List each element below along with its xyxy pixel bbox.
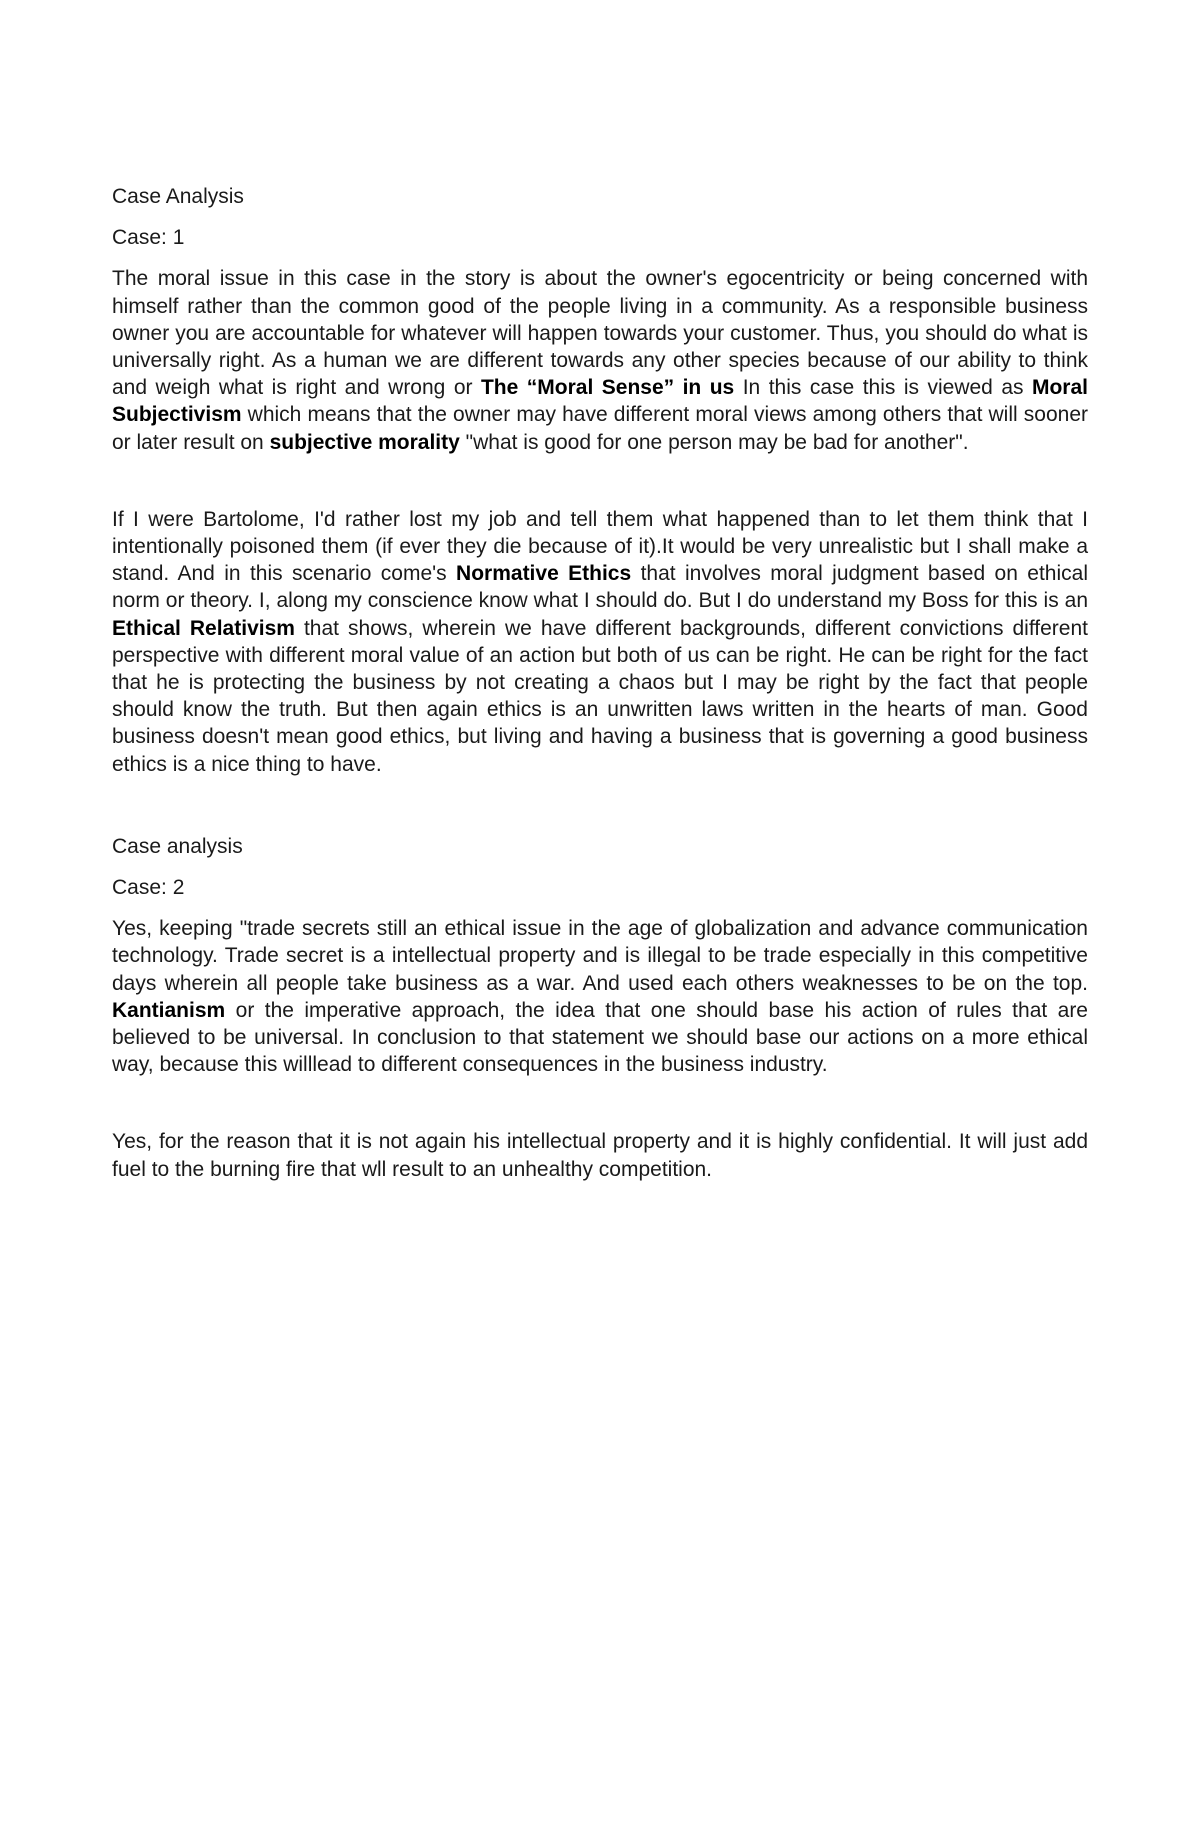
bold-term-moral-subjectivism: Moral Subjectivism [112, 376, 1088, 427]
case-label-2: Case: 2 [112, 876, 185, 900]
text-run: In this case this is viewed as [734, 376, 1032, 400]
text-run: Yes, keeping "trade secrets still an ethical issue in the age of globalization and advance communication technology. Trade secret is a intellectual property and is illegal to be trade especially in this competitive days wherein all people take business as a war. And used each others weaknesses to be on the top. [112, 917, 1088, 995]
text-run: The moral issue in this case in the story is about the owner's egocentricity or being concerned with himself rather than the common good of the people living in a community. As a responsible business owner you are accountable for whatever will happen towards your customer. Thus, you should do what is universally right. As a human we are different towards any other species because of our ability to think and weigh what is right and wrong or [112, 267, 1088, 400]
document-page [112, 183, 1088, 1183]
bold-term-subjective-morality: subjective morality [269, 430, 460, 454]
case-2-paragraph-1 [112, 915, 1088, 1078]
text-run: or the imperative approach, the idea that one should base his action of rules that are believed to be universal. In conclusion to that statement we should base our actions on a more ethical way, because this willlead to different consequences in the business industry. [112, 998, 1088, 1077]
case-1-paragraph-2 [112, 506, 1088, 778]
case-2-paragraph-2 [112, 1128, 1088, 1182]
text-run: Yes, for the reason that it is not again his intellectual property and it is highly confidential. It will just add fuel to the burning fire that wll result to an unhealthy competition. [112, 1130, 1088, 1181]
bold-term-moral-sense: The “Moral Sense” in us [480, 376, 735, 400]
bold-term-ethical-relativism: Ethical Relativism [112, 616, 295, 640]
case-1-paragraph-1 [112, 265, 1088, 455]
text-run: which means that the owner may have different moral views among others that will sooner or later result on [112, 403, 1088, 454]
case-label-1: Case: 1 [112, 226, 185, 250]
case-analysis-title-1: Case Analysis [112, 185, 244, 208]
text-run: "what is good for one person may be bad for another". [459, 430, 969, 454]
text-run: that shows, wherein we have different backgrounds, different convictions different perspective with different moral value of an action but both of us can be right. He can be right for the fact that he is protecting the business by not creating a chaos but I may be right by the fact that people should know the truth. But then again ethics is an unwritten laws written in the hearts of man. Good business doesn't mean good ethics, but living and having a business that is governing a good business ethics is a nice thing to have. [112, 616, 1088, 776]
bold-term-kantianism: Kantianism [112, 998, 226, 1022]
bold-term-normative-ethics: Normative Ethics [456, 562, 632, 586]
text-run: If I were Bartolome, I'd rather lost my job and tell them what happened than to let them think that I intentionally poisoned them (if ever they die because of it).It would be very unrealistic but I shall make a stand. And in this scenario come's [112, 507, 1088, 586]
case-analysis-title-2: Case analysis [112, 834, 243, 858]
text-run: that involves moral judgment based on ethical norm or theory. I, along my conscience know what I should do. But I do understand my Boss for this is an [112, 562, 1089, 613]
